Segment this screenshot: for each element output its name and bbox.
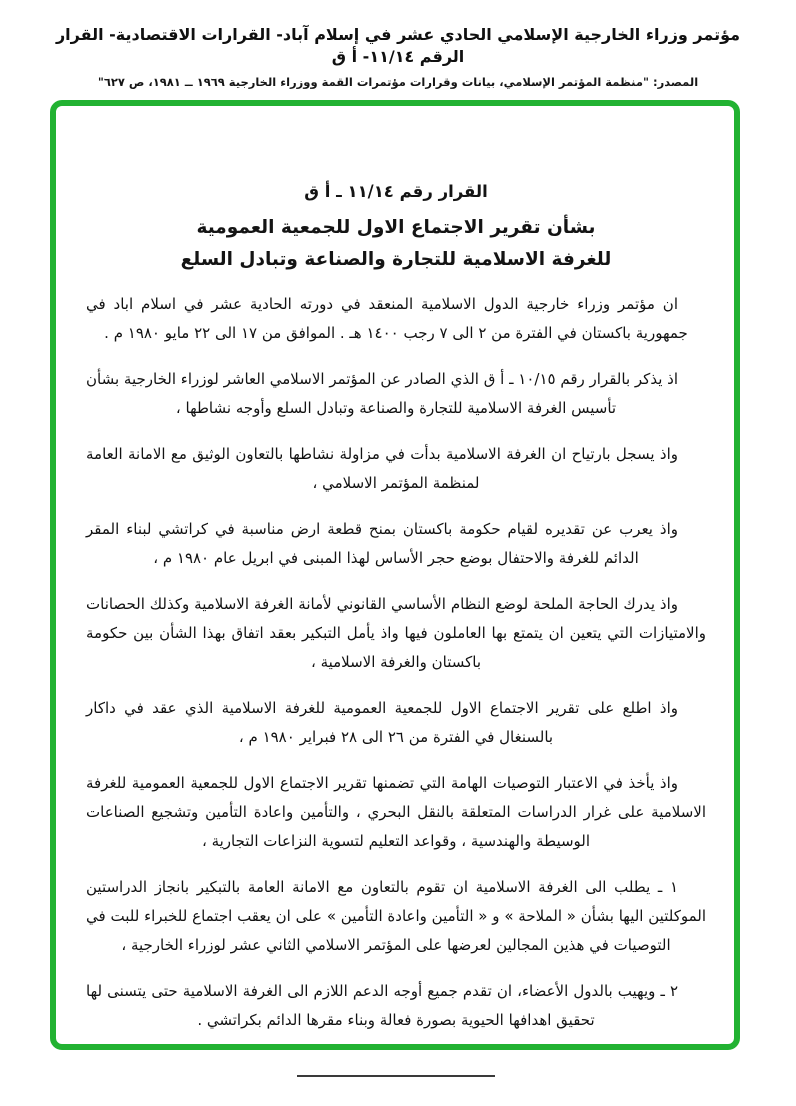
source-header-title: مؤتمر وزراء الخارجية الإسلامي الحادي عشر في إسلام آباد- القرارات الاقتصادية- القرار الرقم ١١/١٤- أ ق — [55, 25, 741, 66]
document-body — [56, 106, 734, 1044]
paragraph-recommendations-considered: واذ يأخذ في الاعتبار التوصيات الهامة التي تضمنها تقرير الاجتماع الاول للجمعية العمومية للغرفة الاسلامية على غرار الدراسات المتعلقة بالنقل البحري ، والتأمين واعادة التأمين وتشجيع الصناعات الوسيطة والهندسية ، وقواعد التعليم لتسوية النزاعات التجارية ، — [86, 774, 706, 850]
paragraph-appreciation-pakistan: واذ يعرب عن تقديره لقيام حكومة باكستان بمنح قطعة ارض مناسبة في كراتشي لبناء المقر الدائم للغرفة والاحتفال بوضع حجر الأساس لهذا المبنى في ابريل عام ١٩٨٠ م ، — [86, 520, 678, 567]
paragraph-recalling-resolution: اذ يذكر بالقرار رقم ١٠/١٥ ـ أ ق الذي الصادر عن المؤتمر الاسلامي العاشر لوزراء الخارجية بشأن تأسيس الغرفة الاسلامية للتجارة والصناعة وتبادل السلع وأوجه نشاطها ، — [86, 370, 679, 417]
operative-paragraph-1: ١ ـ يطلب الى الغرفة الاسلامية ان تقوم بالتعاون مع الامانة العامة بالتبكير بانجاز الدراستين الموكلتين اليها بشأن « الملاحة » و « التأمين واعادة التأمين » على ان يعقب اجتماع للخبراء للبت في التوصيات في هذين المجالين لعرضها على المؤتمر الاسلامي الثاني عشر لوزراء الخارجية ، — [86, 878, 706, 954]
end-divider-line — [297, 1075, 495, 1077]
paragraph-legal-statute-need: واذ يدرك الحاجة الملحة لوضع النظام الأساسي القانوني لأمانة الغرفة الاسلامية وكذلك الحصانات والامتيازات التي يتعين ان يتمتع بها العاملون فيها واذ يأمل التبكير بعقد اتفاق بهذا الشأن بين حكومة باكستان والغرفة الاسلامية ، — [86, 595, 706, 671]
paragraph-preamble-session: ان مؤتمر وزراء خارجية الدول الاسلامية المنعقد في دورته الحادية عشر في اسلام اباد في جمهورية باكستان في الفترة من ٢ الى ٧ رجب ١٤٠٠ هـ . الموافق من ١٧ الى ٢٢ مايو ١٩٨٠ م . — [86, 295, 688, 342]
paragraph-first-general-assembly-report: واذ اطلع على تقرير الاجتماع الاول للجمعية العمومية للغرفة الاسلامية الذي عقد في داكار بالسنغال في الفترة من ٢٦ الى ٢٨ فبراير ١٩٨٠ م ، — [86, 699, 678, 746]
resolution-title-block — [86, 182, 706, 270]
source-header-citation: المصدر: "منظمة المؤتمر الإسلامي، بيانات وقرارات مؤتمرات القمة ووزراء الخارجية ١٩٦٩ ــ ١٩٨١، ص ٦٢٧" — [97, 75, 699, 89]
source-header — [40, 24, 756, 89]
resolution-subject-line2: للغرفة الاسلامية للتجارة والصناعة وتبادل السلع — [180, 249, 612, 270]
resolution-paragraphs — [86, 290, 706, 1035]
resolution-subject-line1: بشأن تقرير الاجتماع الاول للجمعية العمومية — [196, 217, 596, 238]
paragraph-noting-cooperation: واذ يسجل بارتياح ان الغرفة الاسلامية بدأت في مزاولة نشاطها بالتعاون الوثيق مع الامانة العامة لمنظمة المؤتمر الاسلامي ، — [86, 445, 678, 492]
resolution-number-title: القرار رقم ١١/١٤ ـ أ ق — [304, 182, 488, 201]
green-border-frame — [50, 100, 740, 1050]
operative-paragraph-2: ٢ ـ ويهيب بالدول الأعضاء، ان تقدم جميع أوجه الدعم اللازم الى الغرفة الاسلامية حتى يتسنى لها تحقيق اهدافها الحيوية بصورة فعالة وبناء مقرها الدائم بكراتشي . — [86, 982, 678, 1029]
